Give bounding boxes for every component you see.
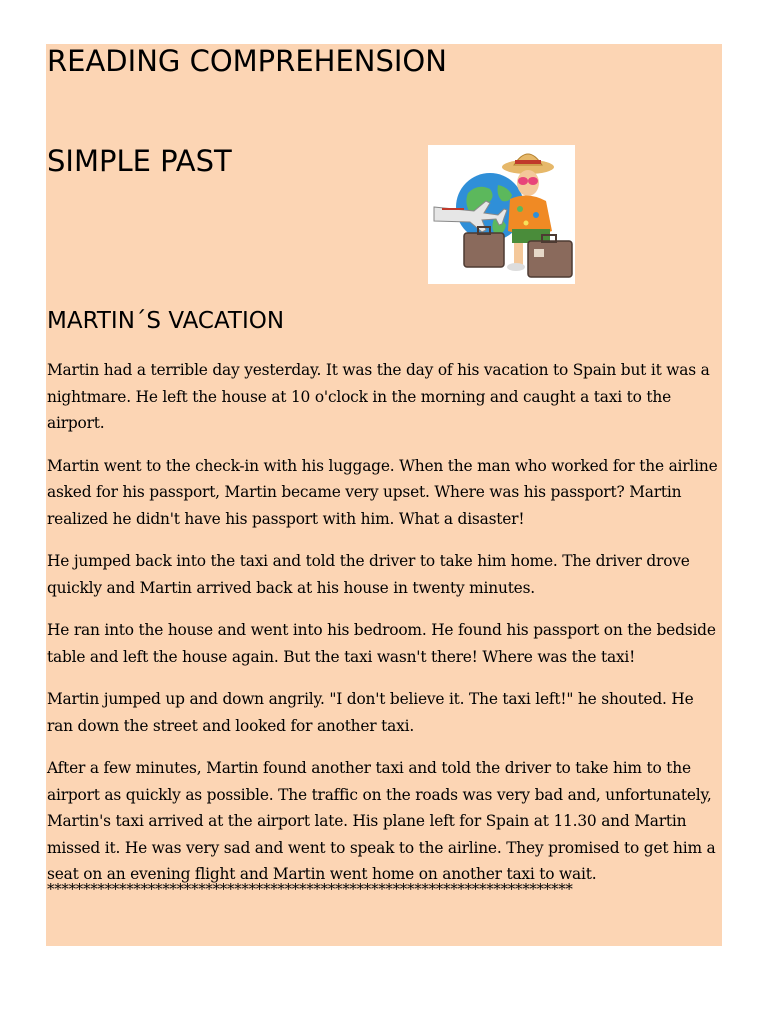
document-page <box>46 44 722 946</box>
star-separator: ************************************************************************* <box>47 880 573 898</box>
traveler-with-suitcases-icon <box>428 145 575 284</box>
story-paragraph: Martin went to the check-in with his luggage. When the man who worked for the airline asked for his passport, Martin became very upset. Where was his passport? Martin realized he didn't have his passport with him. What a disaster! <box>47 456 718 528</box>
story-paragraph: Martin jumped up and down angrily. "I don't believe it. The taxi left!" he shouted. He ran down the street and looked for another taxi. <box>47 690 694 735</box>
story-paragraph: Martin had a terrible day yesterday. It was the day of his vacation to Spain but it was a nightmare. He left the house at 10 o'clock in the morning and caught a taxi to the airport. <box>47 361 710 432</box>
traveler-illustration <box>428 145 575 284</box>
story-title: MARTIN´S VACATION <box>47 308 285 334</box>
topic-heading: SIMPLE PAST <box>47 144 232 178</box>
story-paragraph: After a few minutes, Martin found another taxi and told the driver to take him to the airport as quickly as possible. The traffic on the roads was very bad and, unfortunately, Martin's taxi arrived at the airport late. His plane left for Spain at 11.30 and Martin missed it. He was very sad and went to speak to the airline. They promised to get him a seat on an evening flight and Martin went home on another taxi to wait. <box>47 759 716 883</box>
story-paragraph: He jumped back into the taxi and told the driver to take him home. The driver drove quickly and Martin arrived back at his house in twenty minutes. <box>47 552 690 597</box>
story-paragraph: He ran into the house and went into his bedroom. He found his passport on the bedside table and left the house again. But the taxi wasn't there! Where was the taxi! <box>47 621 716 666</box>
page-title: READING COMPREHENSION <box>47 44 447 78</box>
story-body <box>47 357 721 904</box>
